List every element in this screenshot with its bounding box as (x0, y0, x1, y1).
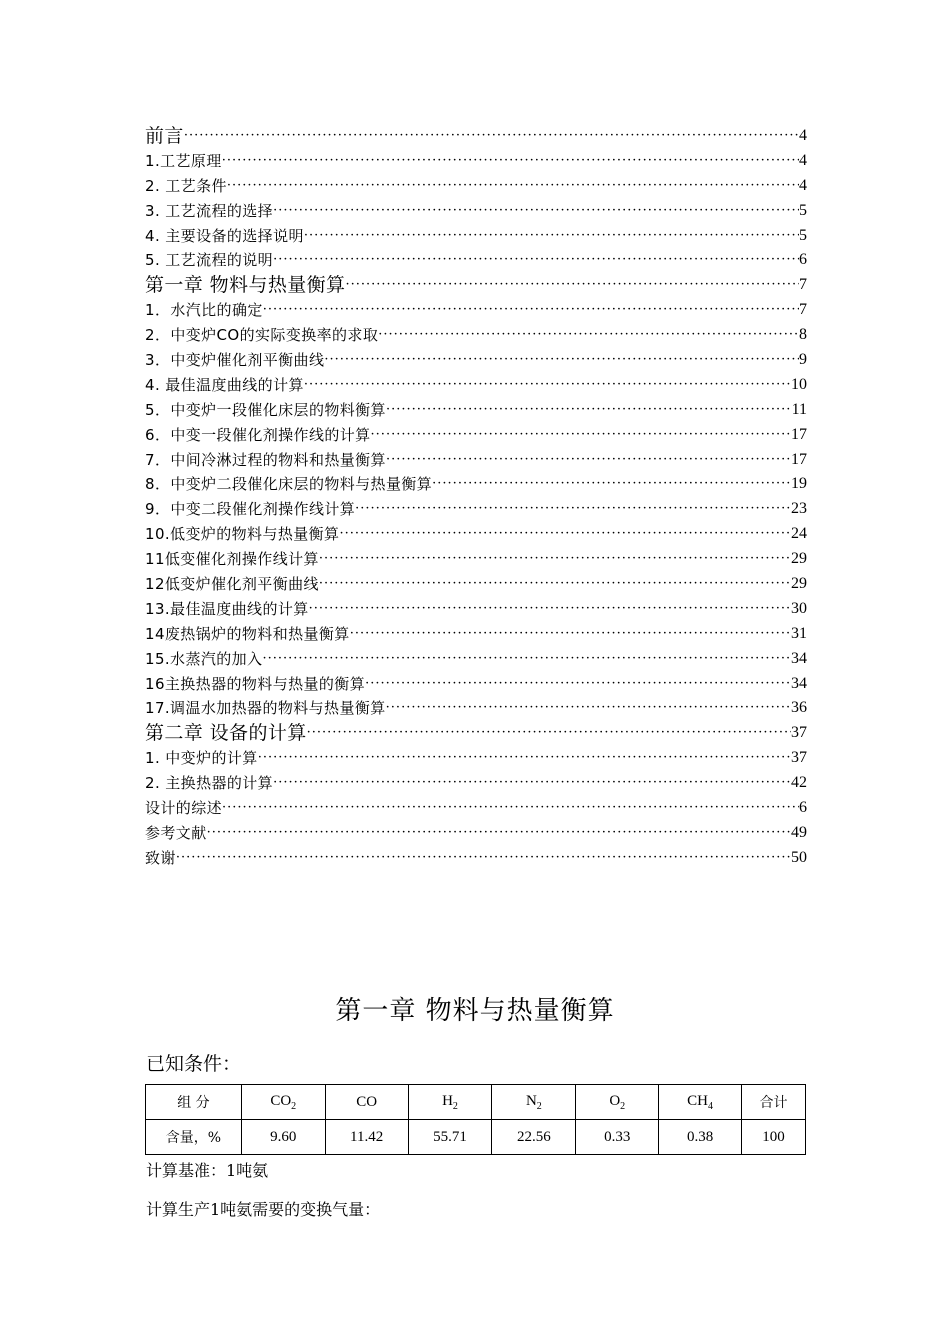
toc-entry-label: 10.低变炉的物料与热量衡算 (145, 525, 340, 544)
toc-entry-page: 8 (799, 326, 807, 344)
component-formula: O (609, 1092, 621, 1109)
toc-entry-label: 2. 主换热器的计算 (145, 774, 274, 793)
toc-entry (145, 448, 807, 473)
toc-entry (145, 597, 807, 622)
table-cell: 11.42 (325, 1120, 408, 1155)
toc-dot-leader (307, 721, 791, 746)
toc-entry (145, 224, 807, 249)
header-total: 合计 (742, 1085, 806, 1120)
header-component (492, 1085, 576, 1120)
toc-dot-leader (207, 821, 791, 846)
toc-entry-page: 24 (791, 525, 807, 543)
toc-entry-label: 1. 中变炉的计算 (145, 749, 258, 768)
component-subscript: 2 (452, 1100, 458, 1112)
toc-entry-page: 7 (799, 276, 807, 294)
toc-entry (145, 323, 807, 348)
toc-entry-label: 2．中变炉CO的实际变换率的求取 (145, 326, 379, 345)
header-component-label: 组 分 (146, 1085, 242, 1120)
toc-entry-page: 5 (799, 226, 807, 244)
toc-entry (145, 497, 807, 522)
toc-dot-leader (263, 298, 799, 323)
toc-entry-page: 6 (799, 799, 807, 817)
toc-entry-label: 2. 工艺条件 (145, 176, 227, 195)
toc-entry-label: 4. 主要设备的选择说明 (145, 226, 304, 245)
toc-entry (145, 821, 807, 846)
toc-entry-label: 5. 工艺流程的说明 (145, 251, 274, 270)
calculation-intro: 计算生产1吨氨需要的变换气量： (146, 1200, 381, 1219)
header-component (576, 1085, 659, 1120)
toc-entry-page: 34 (791, 649, 807, 667)
toc-entry-label: 第二章 设备的计算 (145, 722, 307, 745)
toc-entry-page: 31 (791, 624, 807, 642)
toc-dot-leader (273, 771, 791, 796)
toc-entry-page: 11 (791, 400, 807, 418)
toc-entry (145, 696, 807, 721)
toc-dot-leader (319, 572, 791, 597)
toc-entry-label: 12低变炉催化剂平衡曲线 (145, 575, 319, 594)
toc-entry (145, 423, 807, 448)
toc-entry-page: 17 (791, 450, 807, 468)
toc-entry-label: 16主换热器的物料与热量的衡算 (145, 674, 366, 693)
toc-entry-page: 19 (791, 475, 807, 493)
toc-dot-leader (176, 846, 791, 871)
toc-dot-leader (371, 423, 791, 448)
toc-entry-label: 6．中变一段催化剂操作线的计算 (145, 425, 371, 444)
toc-entry-label: 13.最佳温度曲线的计算 (145, 599, 309, 618)
toc-dot-leader (262, 647, 791, 672)
toc-dot-leader (319, 547, 791, 572)
toc-entry (145, 622, 807, 647)
toc-entry (145, 298, 807, 323)
table-cell: 9.60 (241, 1120, 325, 1155)
toc-entry-page: 4 (799, 126, 807, 144)
component-subscript: 2 (620, 1100, 626, 1112)
toc-entry-page: 37 (791, 749, 807, 767)
toc-entry (145, 672, 807, 697)
toc-dot-leader (386, 398, 792, 423)
toc-entry (145, 398, 807, 423)
toc-entry-page: 9 (799, 351, 807, 368)
header-component (408, 1085, 492, 1120)
component-subscript: 4 (708, 1100, 714, 1112)
toc-entry (145, 124, 807, 149)
toc-entry (145, 199, 807, 224)
toc-dot-leader (345, 273, 799, 298)
table-header-row (146, 1085, 806, 1120)
total-cell: 100 (742, 1120, 806, 1155)
toc-dot-leader (432, 472, 791, 497)
toc-entry (145, 647, 807, 672)
toc-dot-leader (258, 746, 791, 771)
toc-dot-leader (304, 224, 799, 249)
component-formula: N (525, 1092, 537, 1109)
toc-entry (145, 472, 807, 497)
toc-entry-label: 8．中变炉二段催化床层的物料与热量衡算 (145, 475, 433, 494)
toc-entry-label: 3．中变炉催化剂平衡曲线 (145, 351, 325, 369)
table-cell: 0.38 (659, 1120, 742, 1155)
toc-entry-label: 17.调温水加热器的物料与热量衡算 (145, 699, 386, 718)
toc-entry-label: 4. 最佳温度曲线的计算 (145, 375, 304, 394)
toc-dot-leader (222, 796, 799, 821)
toc-entry-label: 3. 工艺流程的选择 (145, 201, 274, 220)
toc-dot-leader (365, 672, 791, 697)
toc-entry-label: 14废热锅炉的物料和热量衡算 (145, 624, 350, 643)
toc-entry-label: 11低变催化剂操作线计算 (145, 550, 319, 569)
toc-entry (145, 746, 807, 771)
toc-dot-leader (304, 373, 791, 398)
toc-entry-label: 1．水汽比的确定 (145, 301, 263, 320)
toc-entry-label: 致谢 (145, 848, 176, 867)
toc-dot-leader (386, 696, 791, 721)
toc-entry-page: 34 (791, 674, 807, 692)
component-subscript: 2 (291, 1100, 297, 1112)
toc-entry-page: 23 (791, 500, 807, 518)
toc-entry-label: 设计的综述 (145, 799, 223, 818)
composition-table (145, 1084, 806, 1155)
toc-entry-label: 1.工艺原理 (145, 151, 222, 170)
toc-entry-label: 5．中变炉一段催化床层的物料衡算 (145, 400, 386, 419)
component-formula: CH (687, 1092, 709, 1109)
toc-dot-leader (273, 199, 799, 224)
toc-dot-leader (227, 174, 799, 199)
row-label-content: 含量，% (146, 1120, 242, 1155)
toc-entry (145, 522, 807, 547)
header-component (659, 1085, 742, 1120)
toc-entry-page: 49 (791, 823, 807, 841)
toc-dot-leader (184, 124, 799, 149)
table-cell: 55.71 (408, 1120, 492, 1155)
toc-entry-page: 4 (799, 176, 807, 194)
header-component (325, 1085, 408, 1120)
toc-entry (145, 572, 807, 597)
toc-entry (145, 248, 807, 273)
toc-entry (145, 373, 807, 398)
toc-entry-label: 前言 (145, 124, 184, 147)
toc-entry (145, 796, 807, 821)
toc-entry-page: 37 (791, 724, 807, 742)
toc-entry-page: 29 (791, 575, 807, 593)
component-formula: CO (270, 1092, 292, 1109)
toc-entry (145, 547, 807, 572)
toc-entry-label: 9．中变二段催化剂操作线计算 (145, 500, 356, 519)
toc-dot-leader (355, 497, 791, 522)
toc-entry-label: 第一章 物料与热量衡算 (145, 274, 346, 297)
header-component (241, 1085, 325, 1120)
toc-entry (145, 771, 807, 796)
component-formula: H (442, 1092, 453, 1109)
toc-entry-page: 10 (791, 375, 807, 393)
known-conditions-heading: 已知条件： (146, 1053, 242, 1075)
toc-dot-leader (324, 348, 799, 373)
table-cell: 0.33 (576, 1120, 659, 1155)
toc-dot-leader (273, 248, 799, 273)
toc-entry-page: 42 (791, 774, 807, 792)
component-subscript: 2 (536, 1100, 542, 1112)
toc-entry (145, 348, 807, 373)
toc-entry (145, 273, 807, 298)
toc-entry-page: 36 (791, 699, 807, 717)
toc-entry (145, 174, 807, 199)
toc-dot-leader (222, 149, 799, 174)
toc-entry-page: 6 (799, 251, 807, 269)
toc-entry (145, 149, 807, 174)
toc-dot-leader (378, 323, 799, 348)
table-of-contents (145, 124, 807, 871)
toc-entry-page: 5 (799, 201, 807, 219)
calculation-basis: 计算基准：1吨氨 (146, 1161, 269, 1180)
toc-entry-page: 30 (791, 599, 807, 617)
chapter-title: 第一章 物料与热量衡算 (335, 996, 615, 1026)
toc-entry-page: 50 (791, 848, 807, 866)
toc-dot-leader (386, 448, 791, 473)
toc-entry-page: 4 (799, 151, 807, 169)
table-row (146, 1120, 806, 1155)
table-cell: 22.56 (492, 1120, 576, 1155)
toc-dot-leader (309, 597, 791, 622)
toc-entry-page: 7 (799, 301, 807, 319)
toc-entry-label: 参考文献 (145, 823, 207, 842)
toc-entry-page: 29 (791, 550, 807, 568)
toc-entry-page: 17 (791, 425, 807, 443)
toc-entry-label: 7．中间冷淋过程的物料和热量衡算 (145, 450, 386, 469)
toc-entry (145, 721, 807, 746)
toc-entry (145, 846, 807, 871)
component-formula: CO (356, 1093, 378, 1110)
toc-dot-leader (339, 522, 791, 547)
toc-entry-label: 15.水蒸汽的加入 (145, 649, 263, 668)
toc-dot-leader (350, 622, 791, 647)
